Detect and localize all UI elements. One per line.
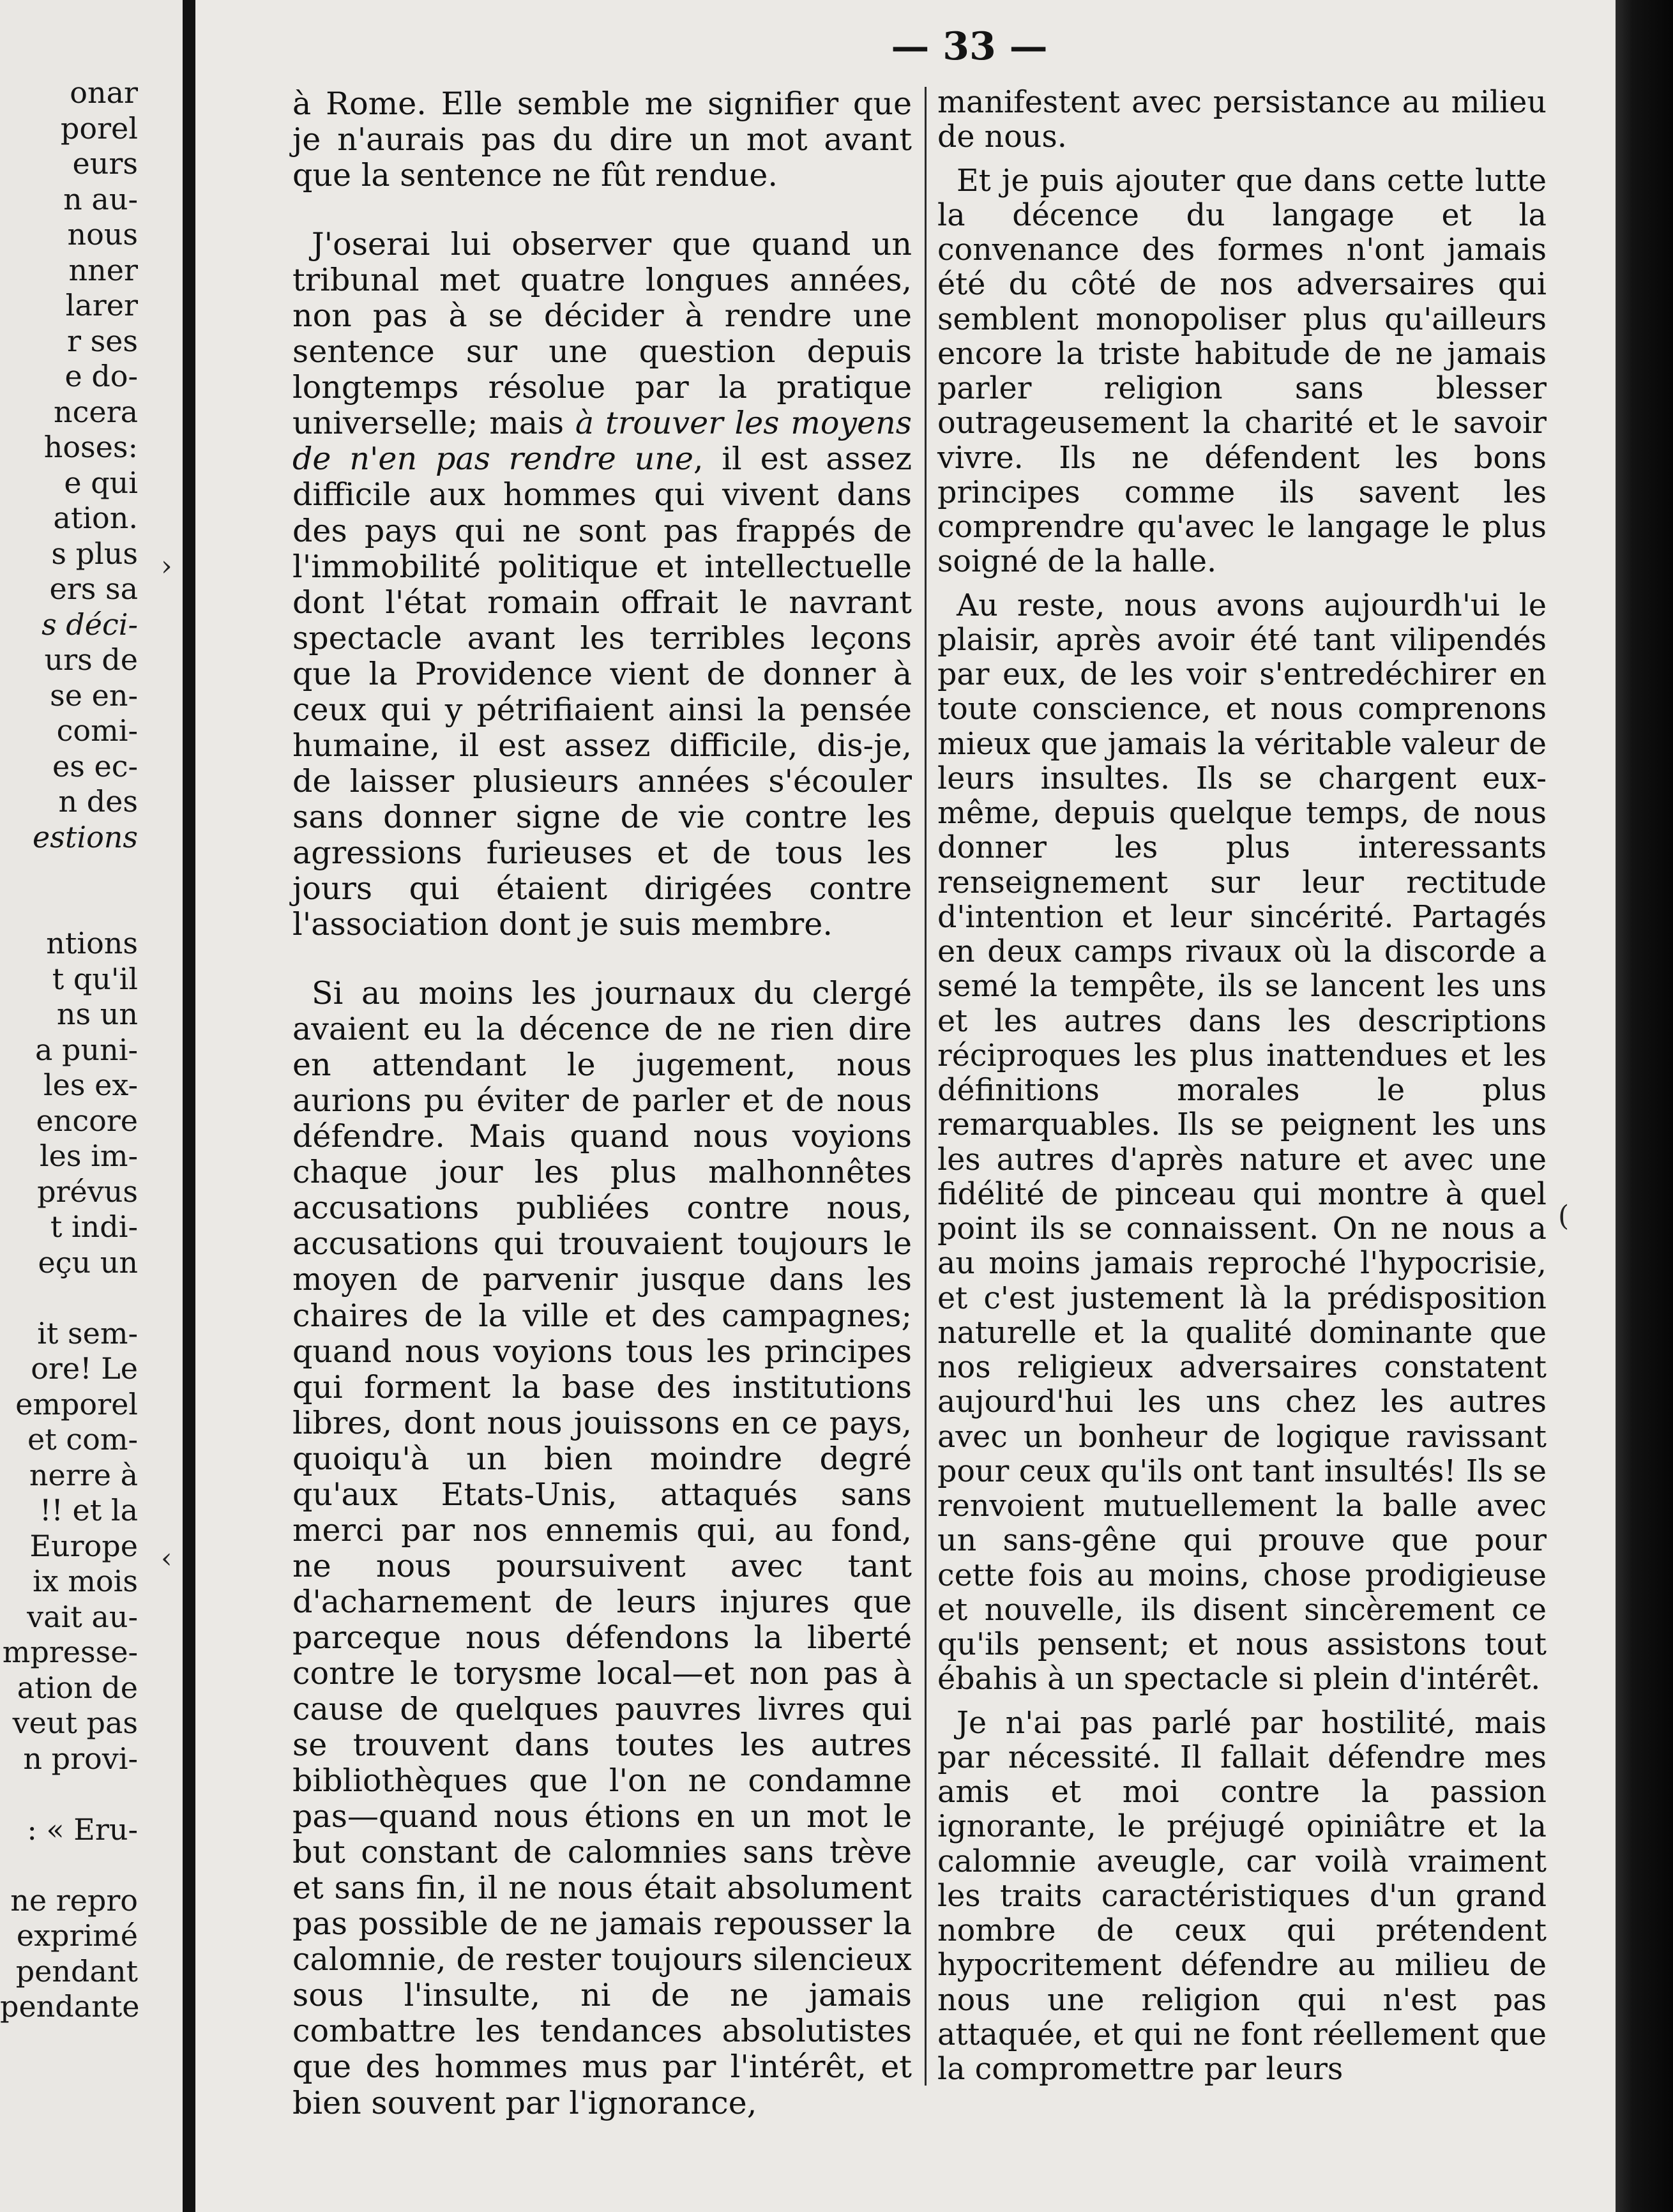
paragraph: Au reste, nous avons aujourdh'ui le plaisir, après avoir été tant vilipendés par eux, de les voir s'entredéchirer en toute conscience, et nous comprenons mieux que jamais la véritable valeur de leurs insultes. Ils se chargent eux-même, depuis quelque temps, de nous donner les plus interessants renseignement sur leur rectitude d'intention et leur sincérité. Partagés en deux camps rivaux où la discorde a semé la tempête, ils se lancent les uns et les autres dans les descriptions réciproques les plus inattendues et les définitions morales le plus remarquables. Ils se peignent les uns les autres d'après nature et avec une fidélité de pinceau qui montre à quel point ils se connaissent. On ne nous a au moins jamais reproché l'hypocrisie, et c'est justement là la prédisposition naturelle et la qualité dominante que nos religieux adversaires constatent aujourd'hui les uns chez les autres avec un bonheur de logique ravissant pour ceux qu'ils ont tant insultés! Ils se renvoient mutuellement la balle avec un sans-gêne qui prouve que pour cette fois au moins, chose prodigieuse et nouvelle, ils disent sincèrement ce qu'ils pensent; et nous assistons tout ébahis à un spectacle si plein d'intérêt. <box>937 587 1547 1697</box>
book-gutter <box>183 0 195 2212</box>
paragraph: Je n'ai pas parlé par hostilité, mais par nécessité. Il fallait défendre mes amis et moi contre la passion ignorante, le préjugé opiniâtre et la calomnie aveugle, car voilà vraiment les traits caractéristiques d'un grand nombre de ceux qui prétendent hypocritement défendre au milieu de nous une religion qui n'est pas attaquée, et qui ne font réellement que la compromettre par leurs <box>937 1705 1547 2087</box>
fragment-line: porel <box>60 110 138 146</box>
fragment-line: ers sa <box>49 572 138 606</box>
facing-page-text <box>0 75 186 2025</box>
paragraph: à Rome. Elle semble me signifier que je n'aurais pas du dire un mot avant que la sentence ne fût rendue. <box>292 85 912 194</box>
text-run: J'oserai lui observer que quand un tribunal met quatre longues années, non pas à se décider à rendre une sentence sur une question depuis longtemps résolue par la pratique universelle; mais <box>292 225 912 442</box>
fragment-line: emporel <box>15 1386 138 1421</box>
fragment-line: comi- <box>56 713 138 748</box>
fragment-line: pendante <box>0 1989 140 2024</box>
fragment-line: exprimé <box>16 1918 138 1953</box>
fragment-line: nerre à <box>29 1457 138 1492</box>
fragment-line <box>0 1847 186 1883</box>
fragment-line: pendant <box>15 1953 138 1989</box>
paragraph: Et je puis ajouter que dans cette lutte la décence du langage et la convenance des formes n'ont jamais été du côté de nos adversaires qui semblent monopoliser plus qu'ailleurs encore la triste habitude de ne jamais parler religion sans blesser outrageusement la charité et le savoir vivre. Ils ne défendent les bons principes comme ils savent les comprendre qu'avec le langage le plus soigné de la halle. <box>937 163 1547 580</box>
fragment-line <box>0 1280 186 1316</box>
fragment-line: vait au- <box>27 1599 138 1634</box>
fragment-line: t qu'il <box>52 961 138 996</box>
fragment-line: ntions <box>46 926 138 960</box>
text-run: , il est assez difficile aux hommes qui vivent dans des pays qui ne sont pas frappés de l'immobilité politique et intellectuelle dont l'état romain offrait le navrant spectacle avant les terribles leçons que la Providence vient de donner à ceux qui y pétrifiaient ainsi la pensée humaine, il est assez difficile, dis-je, de laisser plusieurs années s'écouler sans donner signe de vie contre les agressions furieuses et de tous les jours qui étaient dirigées contre l'association dont je suis membre. <box>292 440 912 943</box>
fragment-line: les im- <box>39 1139 138 1173</box>
page-edge <box>1616 0 1673 2212</box>
fragment-line: Europe <box>29 1528 138 1563</box>
fragment-line: it sem- <box>37 1315 138 1351</box>
margin-mark: ‹ <box>161 1542 172 1575</box>
fragment-line: !! et la <box>39 1493 138 1527</box>
column-rule <box>925 87 927 2086</box>
margin-mark: ( <box>1558 1200 1570 1232</box>
fragment-line <box>0 1776 186 1812</box>
fragment-line: hoses: <box>43 430 138 464</box>
fragment-line: les ex- <box>43 1068 138 1102</box>
facing-page-fragment <box>0 0 186 2212</box>
fragment-line: et com- <box>27 1422 138 1457</box>
fragment-line: se en- <box>50 678 138 713</box>
fragment-line: nner <box>68 252 138 287</box>
paragraph: Si au moins les journaux du clergé avaient eu la décence de ne rien dire en attendant le jugement, nous aurions pu éviter de parler et de nous défendre. Mais quand nous voyions chaque jour les plus malhonnêtes accusations publiées contre nous, accusations qui trouvaient toujours le moyen de parvenir jusque dans les chaires de la ville et des campagnes; quand nous voyions tous les principes qui forment la base des institutions libres, dont nous jouissons en ce pays, quoiqu'à un bien moindre degré qu'aux Etats-Unis, attaqués sans merci par nos ennemis qui, au fond, ne nous poursuivent avec tant d'acharnement de leurs injures que parceque nous défendons la liberté contre le torysme local—et non pas à cause de quelques pauvres livres qui se trouvent dans toutes les autres bibliothèques que l'on ne condamne pas—quand nous étions en un mot le but constant de calomnies sans trève et sans fin, il ne nous était absolument pas possible de ne jamais repousser la calomnie, de rester toujours silencieux sous l'insulte, ni de ne jamais combattre les tendances absolutistes que des hommes mus par l'intérêt, et bien souvent par l'ignorance, <box>292 974 912 2121</box>
fragment-line: ix mois <box>33 1564 138 1598</box>
fragment-line: ne repro <box>10 1882 138 1918</box>
fragment-line: urs de <box>44 642 138 677</box>
paragraph <box>292 226 912 942</box>
fragment-line: n au- <box>63 181 138 216</box>
fragment-line: encore <box>36 1103 138 1138</box>
fragment-line: e qui <box>64 465 138 500</box>
fragment-line: a puni- <box>35 1032 138 1067</box>
fragment-line: s déci- <box>42 607 138 642</box>
fragment-line: nous <box>67 217 138 252</box>
fragment-line: onar <box>70 75 138 110</box>
fragment-line: larer <box>65 288 138 322</box>
fragment-line: ncera <box>53 394 138 429</box>
fragment-line: n des <box>58 784 138 819</box>
text-column-right <box>937 86 1547 2087</box>
fragment-line: ns un <box>56 997 138 1031</box>
fragment-line: t indi- <box>50 1209 138 1244</box>
text-column-left <box>292 86 912 2121</box>
fragment-line: veut pas <box>12 1706 138 1740</box>
fragment-line: es ec- <box>52 748 138 784</box>
page-number: — 33 — <box>891 24 1048 69</box>
fragment-line: e do- <box>64 359 138 393</box>
fragment-line: estions <box>33 819 138 854</box>
fragment-line: mpresse- <box>2 1635 138 1669</box>
margin-mark: › <box>161 550 172 582</box>
fragment-line: eçu un <box>38 1245 138 1280</box>
fragment-line: r ses <box>66 323 138 358</box>
fragment-line: ation de <box>17 1670 138 1705</box>
italic-text-run: à trouver les moyens de n'en pas rendre une <box>292 404 912 478</box>
fragment-line <box>0 891 186 927</box>
fragment-line: : « Eru- <box>27 1812 138 1847</box>
fragment-line: prévus <box>37 1174 138 1209</box>
fragment-line: ation. <box>53 501 138 535</box>
fragment-line <box>0 855 186 891</box>
paragraph: manifestent avec persistance au milieu de nous. <box>937 85 1547 155</box>
fragment-line: s plus <box>51 536 138 571</box>
fragment-line: n provi- <box>23 1741 138 1776</box>
fragment-line: ore! Le <box>31 1351 138 1386</box>
fragment-line: eurs <box>72 146 138 181</box>
